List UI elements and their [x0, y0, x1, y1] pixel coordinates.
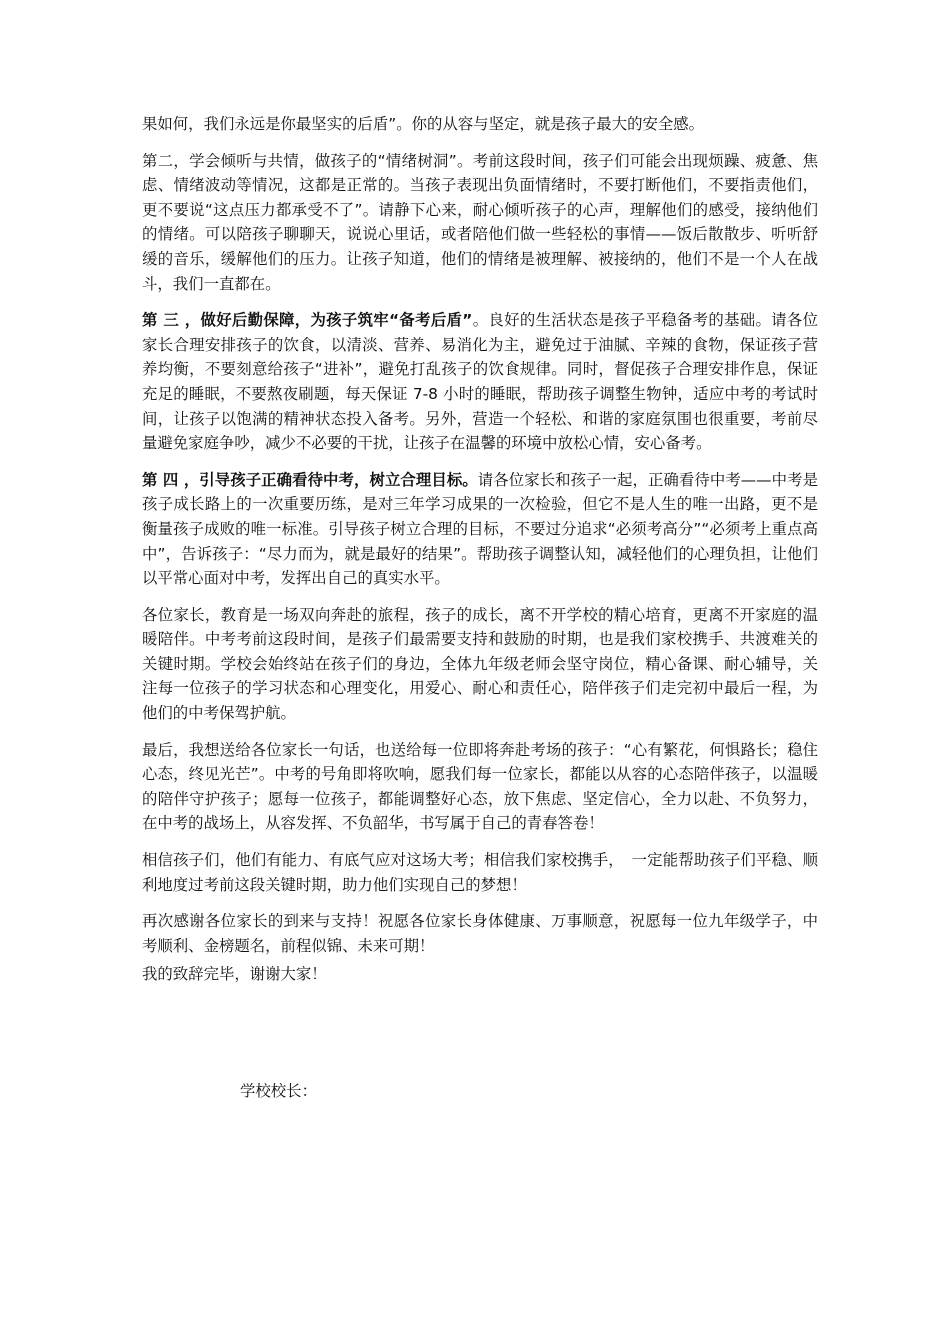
paragraph-finally [142, 738, 818, 836]
paragraph-text: 果如何，我们永远是你最坚实的后盾”。你的从容与坚定，就是孩子最大的安全感。 [142, 115, 705, 133]
paragraph-text: 请各位家长和孩子一起，正确看待中考——中考是孩子成长路上的一次重要历练，是对三年学习成果的一次检验，但它不是人生的唯一出路，更不是衡量孩子成败的唯一标准。引导孩子树立合理的目标，不要过分追求“必须考高分”“必须考上重点高中”，告诉孩子：“尽力而为，就是最好的结果”。帮助孩子调整认知，减轻他们的心理负担，让他们以平常心面对中考，发挥出自己的真实水平。 [142, 470, 818, 588]
signature-line: 学校校长： [240, 1082, 317, 1100]
paragraph-parents [142, 603, 818, 726]
paragraph-text: 。良好的生活状态是孩子平稳备考的基础。请各位家长合理安排孩子的饮食，以清淡、营养、易消化为主，避免过于油腻、辛辣的食物，保证孩子营养均衡，不要刻意给孩子“进补”，避免打乱孩子的饮食规律。同时，督促孩子合理安排作息，保证充足的睡眠，不要熬夜刷题，每天保证 7-8 小时的睡眠，帮助孩子调整生物钟，适应中考的考试时间，让孩子以饱满的精神状态投入备考。另外，营造一个轻松、和谐的家庭氛围也很重要，考前尽量避免家庭争吵，减少不必要的干扰，让孩子在温馨的环境中放松心情，安心备考。 [142, 311, 818, 453]
paragraph-believe [142, 848, 818, 897]
paragraph-text: 再次感谢各位家长的到来与支持！祝愿各位家长身体健康、万事顺意，祝愿每一位九年级学子，中考顺利、金榜题名，前程似锦、未来可期！ [142, 912, 818, 955]
paragraph-text: 各位家长，教育是一场双向奔赴的旅程，孩子的成长，离不开学校的精心培育，更离不开家庭的温暖陪伴。中考考前这段时间，是孩子们最需要支持和鼓励的时期，也是我们家校携手、共渡难关的关键时期。学校会始终站在孩子们的身边，全体九年级老师会坚守岗位，精心备课、耐心辅导，关注每一位孩子的学习状态和心理变化，用爱心、耐心和责任心，陪伴孩子们走完初中最后一程，为他们的中考保驾护航。 [142, 605, 818, 723]
paragraph-text: 最后，我想送给各位家长一句话，也送给每一位即将奔赴考场的孩子：“心有繁花，何惧路长；稳住心态，终见光芒”。中考的号角即将吹响，愿我们每一位家长，都能以从容的心态陪伴孩子，以温暖的陪伴守护孩子；愿每一位孩子，都能调整好心态，放下焦虑、坚定信心，全力以赴、不负努力，在中考的战场上，从容发挥、不负韶华，书写属于自己的青春答卷！ [142, 740, 818, 833]
paragraph-text: 第二，学会倾听与共情，做孩子的“情绪树洞”。考前这段时间，孩子们可能会出现烦躁、疲惫、焦虑、情绪波动等情况，这都是正常的。当孩子表现出负面情绪时，不要打断他们，不要指责他们，更不要说“这点压力都承受不了”。请静下心来，耐心倾听孩子的心声，理解他们的感受，接纳他们的情绪。可以陪孩子聊聊天，说说心里话，或者陪他们做一些轻松的事情——饭后散散步、听听舒缓的音乐，缓解他们的压力。让孩子知道，他们的情绪是被理解、被接纳的，他们不是一个人在战斗，我们一直都在。 [142, 151, 818, 293]
document-body [142, 112, 818, 999]
paragraph-thanks [142, 909, 818, 958]
paragraph-text: 我的致辞完毕，谢谢大家！ [142, 965, 327, 984]
paragraph-text: 相信孩子们，他们有能力、有底气应对这场大考；相信我们家校携手， 一定能帮助孩子们平稳、顺利地度过考前这段关键时期，助力他们实现自己的梦想！ [142, 851, 818, 894]
paragraph-closing [142, 962, 818, 987]
paragraph-heading: 第 四 ，引导孩子正确看待中考，树立合理目标。 [142, 470, 478, 489]
paragraph-second-point [142, 149, 818, 297]
paragraph-continuation [142, 112, 818, 137]
paragraph-fourth-point [142, 468, 818, 591]
paragraph-third-point [142, 308, 818, 456]
paragraph-heading: 第 三 ，做好后勤保障，为孩子筑牢“备考后盾” [142, 311, 473, 330]
